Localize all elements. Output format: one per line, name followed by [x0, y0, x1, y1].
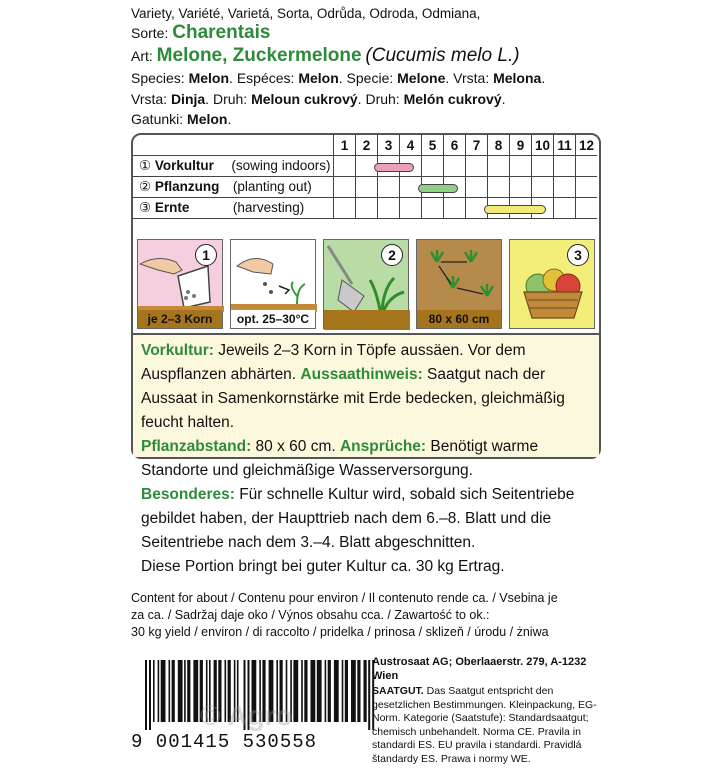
- latin-name: (Cucumis melo L.): [365, 45, 520, 66]
- month-cell: 1: [334, 135, 356, 156]
- content-line-1: Content for about / Contenu pour environ / Il contenuto rende ca. / Vsebina je: [131, 591, 558, 605]
- druh-label-sk: Druh:: [365, 91, 400, 107]
- art-label: Art:: [131, 48, 153, 64]
- pflanzabstand-text: 80 x 60 cm.: [251, 438, 340, 455]
- barcode-bar: [311, 660, 316, 722]
- barcode-bar: [304, 660, 307, 722]
- row-name: Vorkultur: [154, 158, 214, 173]
- content-line-3: 30 kg yield / environ / di raccolto / pridelka / prinosa / sklizeň / úrodu / żniwa: [131, 625, 549, 639]
- seedling-icon: [231, 240, 317, 312]
- month-cell: 5: [422, 135, 444, 156]
- species-label-it: Specie:: [346, 70, 394, 86]
- pflanzabstand-heading: Pflanzabstand:: [141, 438, 252, 455]
- barcode-number: 9 001415 530558: [131, 731, 318, 753]
- tile-harvest: [509, 239, 595, 329]
- vorkultur-heading: Vorkultur:: [141, 342, 214, 359]
- month-cell: 10: [532, 135, 554, 156]
- calendar-month-header: [133, 135, 597, 156]
- aussaathinweis-heading: Aussaathinweis:: [300, 366, 423, 383]
- tile-planting-out: [323, 239, 409, 329]
- step-2-symbol: ②: [139, 179, 152, 194]
- tile-caption: opt. 25–30°C: [231, 309, 315, 328]
- besonderes-text: Für schnelle Kultur wird, sobald sich Seitentriebe gebildet haben, der Haupttrieb nach dem 6.–8. Blatt und die Seitentriebe nach dem 3.–4. Blatt abgeschnitten.: [141, 486, 575, 551]
- species-value-fr: Melon: [298, 70, 339, 86]
- vorkultur-text: Jeweils 2–3 Korn in Töpfe aussäen. Vor dem Auspflanzen abhärten.: [141, 342, 526, 383]
- barcode-bar: [317, 660, 322, 722]
- species-translations-line: Species: Melon. Espéces: Melon. Specie: Melone. Vrsta: Melona.: [131, 70, 546, 86]
- month-cell: 6: [444, 135, 466, 156]
- calendar-row-label: [133, 198, 334, 219]
- barcode-bar: [325, 660, 327, 722]
- row-name: Pflanzung: [154, 179, 220, 194]
- barcode-bar: [169, 660, 171, 722]
- step-2-badge: 2: [381, 244, 403, 266]
- yield-note: Diese Portion bringt bei guter Kultur ca. 30 kg Ertrag.: [141, 558, 505, 575]
- watermark-text: © Agro: [200, 700, 293, 731]
- aussaathinweis-text: Saatgut nach der Aussaat in Samenkornstärke mit Erde bedecken, gleichmäßig feucht halten.: [141, 366, 565, 431]
- barcode-bar: [158, 660, 160, 722]
- saatgut-legal-text: Das Saatgut entspricht den gesetzlichen Bestimmungen. Kleinpackung, EG-Norm. Kategorie (Saatstufe): Standardsaatgut; chemisch unbehandelt. Norma CE. Pravila in standardi ES. EU pravila i standardi. Pravidlá štandardy ES. Prawa i normy WE.: [372, 685, 597, 765]
- species-label-sl: Vrsta:: [453, 70, 490, 86]
- vrsta-value-hr: Dinja: [170, 91, 206, 107]
- month-cell: 7: [466, 135, 488, 156]
- instruction-tiles: [137, 239, 597, 329]
- calendar-row-vorkultur: [133, 156, 597, 177]
- species-label-en: Species:: [131, 70, 185, 86]
- row-desc: (sowing indoors): [231, 158, 331, 173]
- druh-label-cz: Druh:: [212, 91, 248, 107]
- vrsta-line: Vrsta: Dinja. Druh: Meloun cukrový. Druh: Melón cukrový.: [131, 91, 506, 107]
- step-1-badge: 1: [195, 244, 217, 266]
- barcode-bar: [172, 660, 175, 722]
- tile-caption: je 2–3 Korn: [138, 310, 222, 328]
- content-line-2: za ca. / Sadržaj daje oko / Výnos obsahu cca. / Zawartość to ok.:: [131, 608, 490, 622]
- sowing-calendar-panel: [131, 133, 601, 575]
- company-address: Austrosaat AG; Oberlaaerstr. 279, A-1232 Wien: [372, 656, 587, 682]
- barcode-bar: [193, 660, 198, 722]
- tile-caption: 80 x 60 cm: [417, 310, 501, 328]
- barcode-bar: [153, 660, 155, 722]
- sorte-line: [131, 22, 270, 44]
- barcode-bar: [145, 660, 147, 730]
- barcode-bar: [342, 660, 344, 722]
- species-label-fr: Espéces:: [236, 70, 295, 86]
- besonderes-heading: Besonderes:: [141, 486, 235, 503]
- barcode-bar: [293, 660, 298, 722]
- variety-languages-line: Variety, Variété, Varietá, Sorta, Odrůda, Odroda, Odmiana,: [131, 6, 481, 21]
- art-line: [131, 45, 520, 67]
- content-yield-block: [131, 590, 601, 641]
- gatunki-line: Gatunki: Melon.: [131, 111, 232, 127]
- ansprueche-heading: Ansprüche:: [339, 438, 427, 455]
- calendar-period-bar: [418, 184, 458, 193]
- ansprueche-text: Benötigt warme Standorte und gleichmäßige Wasserversorgung.: [141, 438, 539, 479]
- month-cell: 8: [488, 135, 510, 156]
- month-cell: 12: [576, 135, 598, 156]
- variety-name: Charentais: [172, 22, 271, 43]
- barcode-bar: [149, 660, 151, 730]
- month-cell: 9: [510, 135, 532, 156]
- step-1-symbol: ①: [139, 158, 152, 173]
- gatunki-value: Melon: [187, 111, 228, 127]
- tile-sowing-pots: [137, 239, 223, 329]
- company-legal-block: [372, 656, 612, 766]
- month-cell: 3: [378, 135, 400, 156]
- calendar-period-bar: [484, 205, 546, 214]
- plant-spacing-icon: [417, 240, 503, 312]
- species-value-it: Melone: [397, 70, 446, 86]
- barcode-bar: [161, 660, 166, 722]
- calendar-row-label: [133, 156, 334, 177]
- month-cell: 11: [554, 135, 576, 156]
- saatgut-label: SAATGUT.: [372, 685, 424, 697]
- barcode-bar: [187, 660, 190, 722]
- vrsta-label-hr: Vrsta:: [131, 91, 168, 107]
- row-desc: (planting out): [232, 179, 312, 194]
- barcode-bar: [351, 660, 356, 722]
- druh-value-sk: Melón cukrový: [403, 91, 502, 107]
- barcode-bar: [345, 660, 348, 722]
- step-3-symbol: ③: [139, 200, 152, 215]
- row-desc: (harvesting): [232, 200, 305, 215]
- barcode-bar: [368, 660, 370, 730]
- species-name: Melone, Zuckermelone: [156, 45, 362, 66]
- calendar-row-label: [133, 177, 334, 198]
- barcode-bar: [184, 660, 186, 722]
- barcode-bar: [334, 660, 339, 722]
- barcode-bar: [364, 660, 367, 722]
- tile-germination-temperature: [230, 239, 316, 329]
- druh-value-cz: Meloun cukrový: [251, 91, 358, 107]
- barcode-bar: [328, 660, 331, 722]
- growing-instructions: [133, 333, 599, 575]
- step-3-badge: 3: [567, 244, 589, 266]
- barcode-bar: [301, 660, 303, 722]
- calendar-row-pflanzung: [133, 177, 597, 198]
- sorte-label: Sorte:: [131, 25, 169, 41]
- tile-plant-spacing: [416, 239, 502, 329]
- row-name: Ernte: [154, 200, 190, 215]
- calendar-corner: [133, 135, 334, 156]
- barcode-bar: [178, 660, 183, 722]
- calendar-period-bar: [374, 163, 414, 172]
- barcode-bar: [357, 660, 360, 722]
- species-value-en: Melon: [188, 70, 230, 86]
- month-cell: 4: [400, 135, 422, 156]
- species-value-sl: Melona: [493, 70, 542, 86]
- gatunki-label: Gatunki:: [131, 111, 184, 127]
- month-cell: 2: [356, 135, 378, 156]
